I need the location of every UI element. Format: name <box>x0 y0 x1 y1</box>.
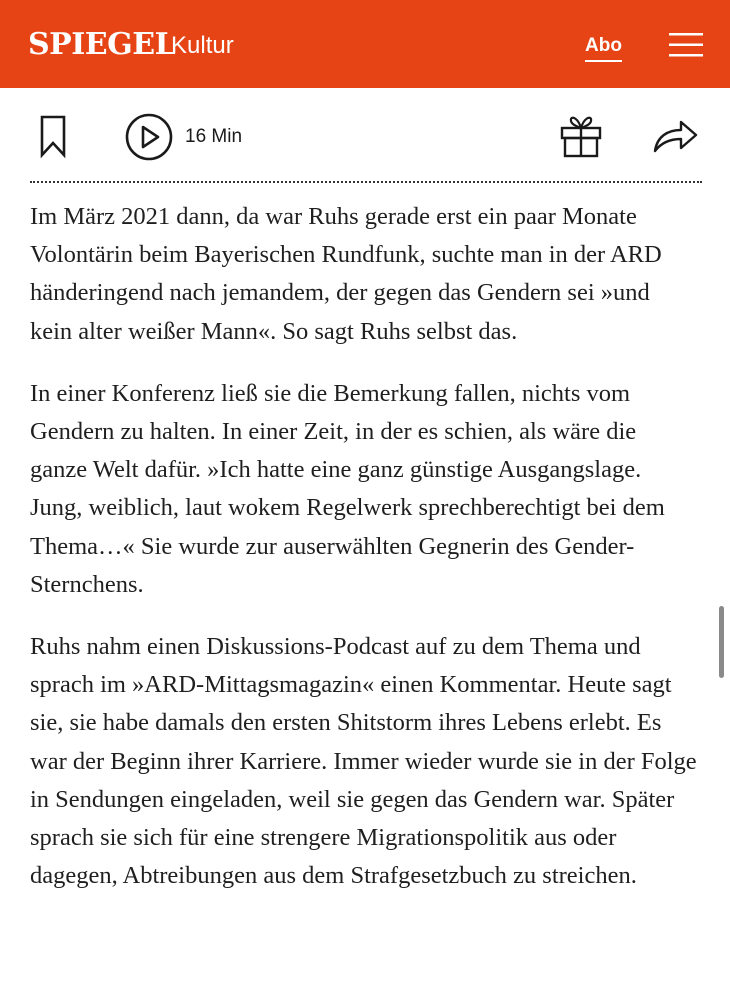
article-body <box>30 198 698 919</box>
spiegel-logo[interactable]: SPIEGEL <box>28 27 176 62</box>
gift-article-button[interactable] <box>558 114 604 160</box>
share-button[interactable] <box>651 115 701 155</box>
audio-duration: 16 Min <box>185 126 243 147</box>
play-audio-button[interactable] <box>124 112 174 162</box>
share-icon <box>651 115 701 155</box>
gift-icon <box>558 114 604 160</box>
toolbar-divider <box>30 181 702 183</box>
site-header <box>0 0 730 88</box>
play-icon <box>124 112 174 162</box>
bookmark-button[interactable] <box>36 113 70 159</box>
hamburger-menu-icon <box>667 31 705 59</box>
scrollbar-thumb[interactable] <box>719 606 724 678</box>
menu-button[interactable] <box>667 31 705 59</box>
bookmark-icon <box>36 113 70 159</box>
article-paragraph: Im März 2021 dann, da war Ruhs gerade erst ein paar Monate Volontärin beim Bayerischen Rundfunk, suchte man in der ARD händeringend nach jemandem, der gegen das Gendern sei »und kein alter weißer Mann«. So sagt Ruhs selbst das. <box>30 203 662 345</box>
section-title[interactable]: Kultur <box>171 32 234 59</box>
abo-link[interactable]: Abo <box>585 34 622 62</box>
article-paragraph: Ruhs nahm einen Diskussions-Podcast auf zu dem Thema und sprach im »ARD-Mittagsmagazin« einen Kommentar. Heute sagt sie, sie habe damals den ersten Shitstorm ihres Lebens erlebt. Es war der Beginn ihrer Karriere. Immer wieder wurde sie in der Folge in Sendungen eingeladen, weil sie gegen das Gendern war. Später sprach sie sich für eine strengere Migrationspolitik aus oder dagegen, Abtreibungen aus dem Strafgesetzbuch zu streichen. <box>30 633 697 890</box>
article-paragraph: In einer Konferenz ließ sie die Bemerkung fallen, nichts vom Gendern zu halten. In einer Zeit, in der es schien, als wäre die ganze Welt dafür. »Ich hatte eine ganz günstige Ausgangslage. Jung, weiblich, laut wokem Regelwerk sprechberechtigt bei dem Thema…« Sie wurde zur auserwählten Gegnerin des Gender-Sternchens. <box>30 379 665 598</box>
